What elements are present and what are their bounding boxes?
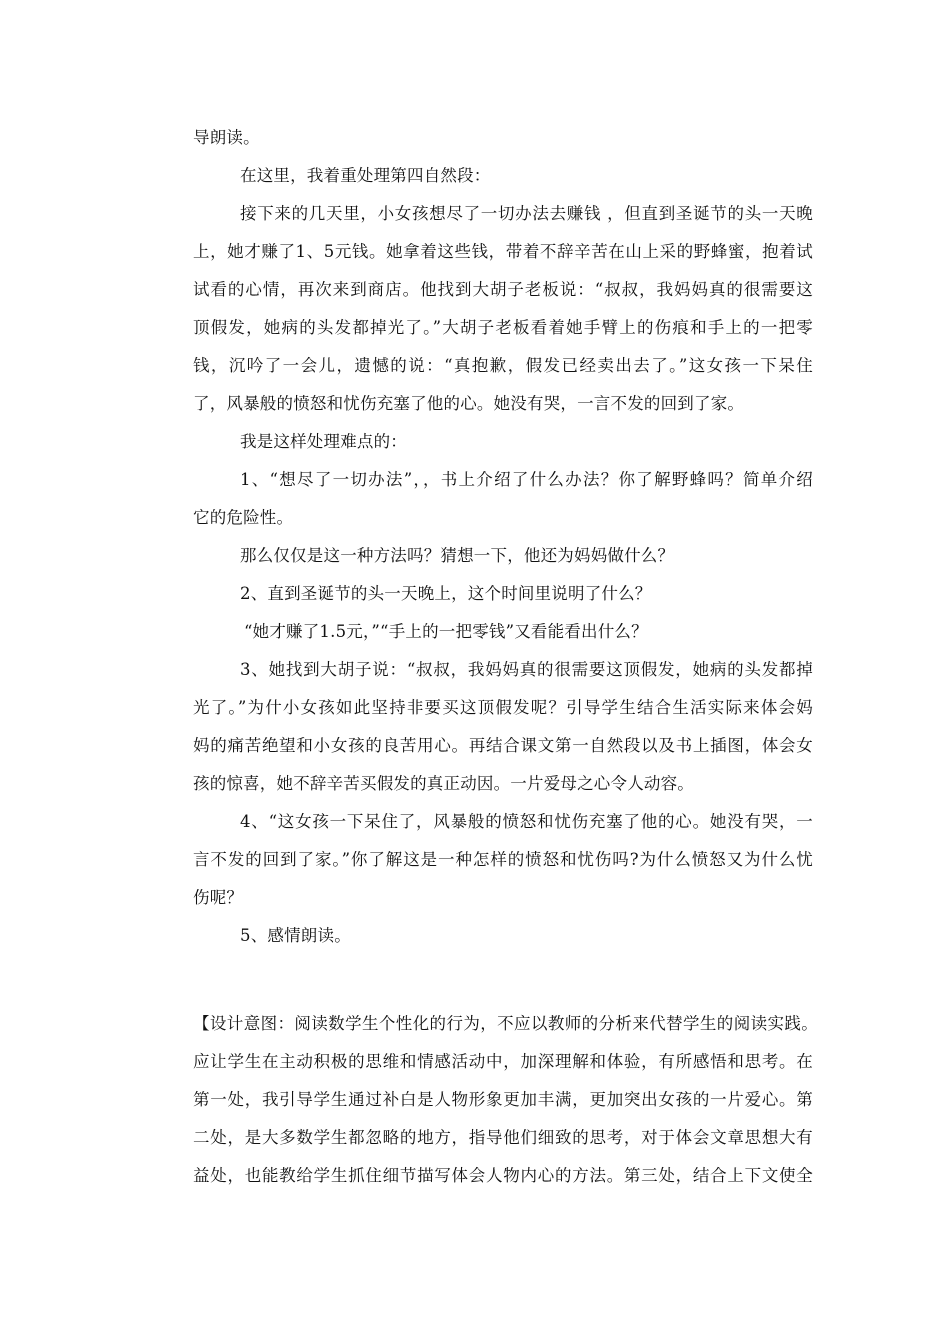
text-line: 伤呢？ (193, 888, 244, 907)
text-line: 益处，也能教给学生抓住细节描写体会人物内心的方法。第三处，结合上下文使全 (193, 1166, 813, 1185)
text-line: 4、“这女孩一下呆住了，风暴般的愤怒和忧伤充塞了他的心。她没有哭，一 (240, 812, 813, 831)
text-line: 我是这样处理难点的： (240, 432, 407, 451)
text-line: 顶假发，她病的头发都掉光了。”大胡子老板看着她手臂上的伤痕和手上的一把零 (193, 318, 813, 337)
text-line: 妈的痛苦绝望和小女孩的良苦用心。再结合课文第一自然段以及书上插图，体会女 (193, 736, 813, 755)
text-line: 上，她才赚了1、5元钱。她拿着这些钱，带着不辞辛苦在山上采的野蜂蜜，抱着试 (193, 242, 813, 261)
text-line: 试看的心情，再次来到商店。他找到大胡子老板说：“叔叔，我妈妈真的很需要这 (193, 280, 813, 299)
text-line: 【设计意图：阅读数学生个性化的行为，不应以教师的分析来代替学生的阅读实践。 (193, 1014, 818, 1033)
text-line: 言不发的回到了家。”你了解这是一种怎样的愤怒和忧伤吗?为什么愤怒又为什么忧 (193, 850, 813, 869)
text-line: 5、感情朗读。 (240, 926, 351, 945)
text-line: 3、她找到大胡子说：“叔叔，我妈妈真的很需要这顶假发，她病的头发都掉 (240, 660, 813, 679)
text-line: “她才赚了1.5元，”“手上的一把零钱”又看能看出什么？ (244, 622, 648, 641)
text-line: 接下来的几天里，小女孩想尽了一切办法去赚钱 ，但直到圣诞节的头一天晚 (240, 204, 813, 223)
text-line: 钱，沉吟了一会儿，遗憾的说：“真抱歉，假发已经卖出去了。”这女孩一下呆住 (193, 356, 813, 375)
text-line: 第一处，我引导学生通过补白是人物形象更加丰满，更加突出女孩的一片爱心。第 (193, 1090, 813, 1109)
text-line: 孩的惊喜，她不辞辛苦买假发的真正动因。一片爱母之心令人动容。 (193, 774, 694, 793)
text-line: 在这里，我着重处理第四自然段： (240, 166, 491, 185)
text-line: 那么仅仅是这一种方法吗？猜想一下，他还为妈妈做什么？ (240, 546, 675, 565)
text-line: 了，风暴般的愤怒和忧伤充塞了他的心。她没有哭，一言不发的回到了家。 (193, 394, 745, 413)
text-line: 1、“想尽了一切办法”，，书上介绍了什么办法？你了解野蜂吗？简单介绍 (240, 470, 813, 489)
text-line: 光了。”为什小女孩如此坚持非要买这顶假发呢？引导学生结合生活实际来体会妈 (193, 698, 813, 717)
text-line: 二处，是大多数学生都忽略的地方，指导他们细致的思考，对于体会文章思想大有 (193, 1128, 813, 1147)
text-line: 应让学生在主动积极的思维和情感活动中，加深理解和体验，有所感悟和思考。在 (193, 1052, 813, 1071)
text-line: 导朗读。 (193, 128, 260, 147)
text-line: 2、直到圣诞节的头一天晚上，这个时间里说明了什么？ (240, 584, 652, 603)
text-line: 它的危险性。 (193, 508, 294, 527)
